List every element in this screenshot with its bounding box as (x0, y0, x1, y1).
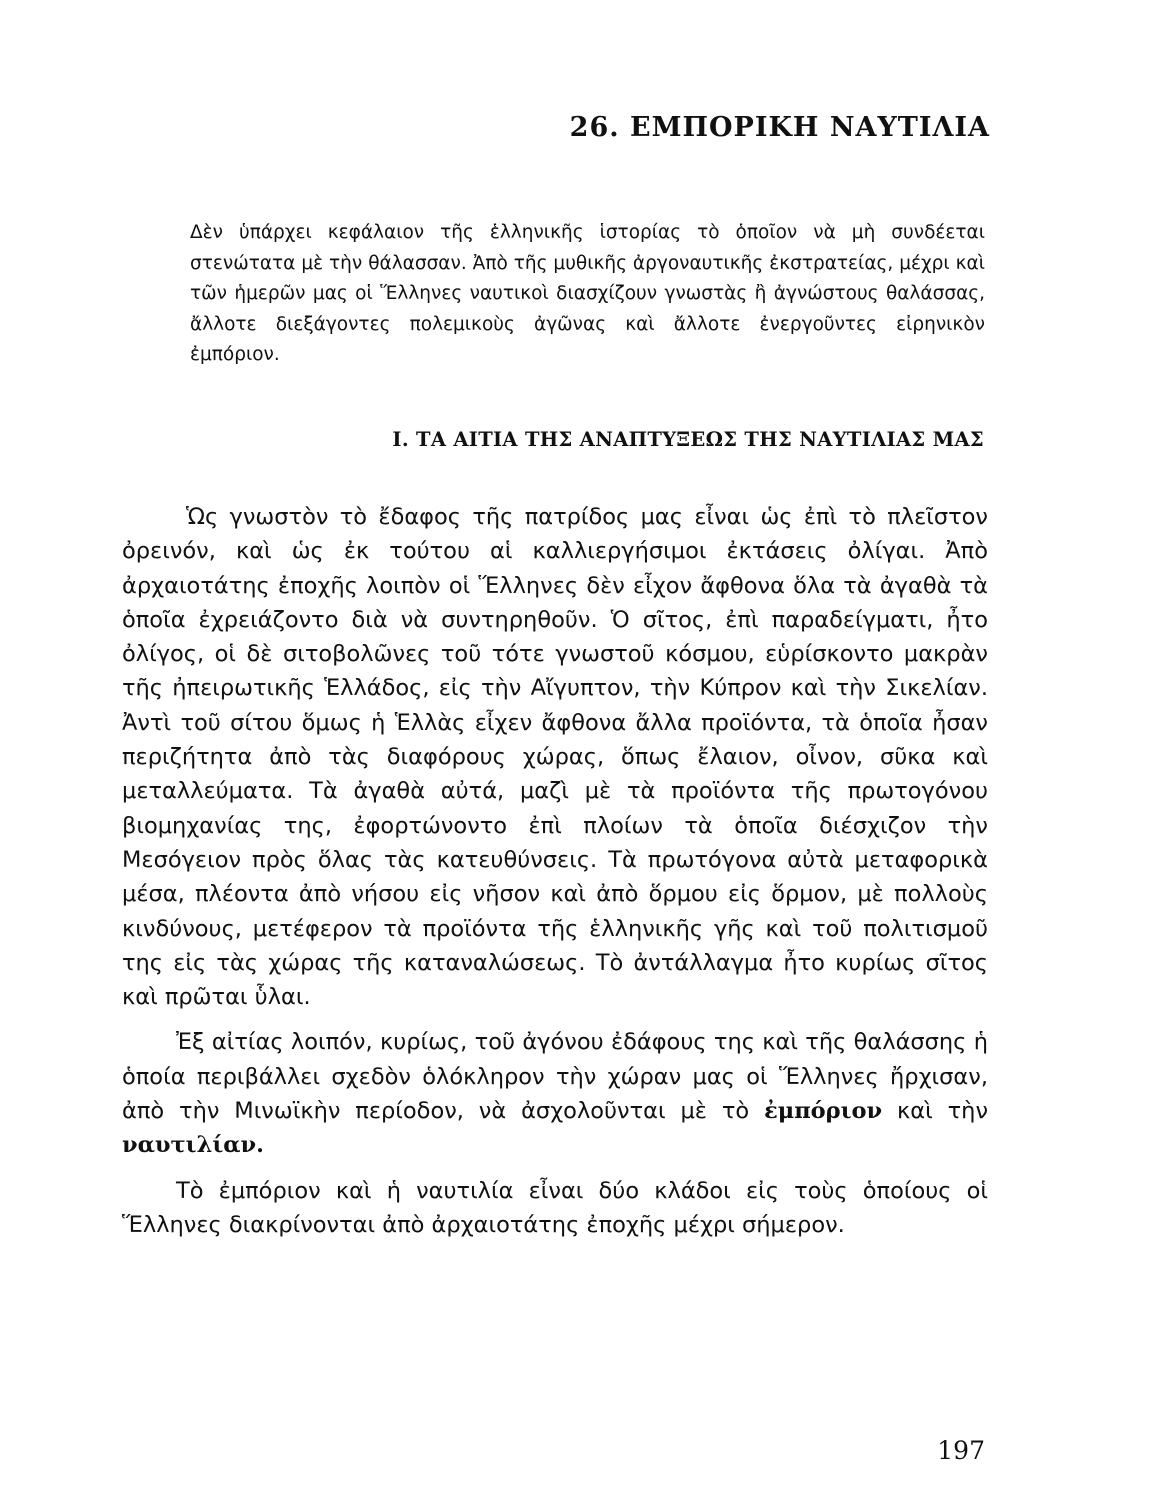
paragraph-2 (122, 1025, 988, 1162)
page-number: 197 (937, 1436, 985, 1465)
body-text (122, 500, 988, 1253)
term-naftilian: ναυτιλίαν. (122, 1132, 264, 1159)
intro-block (190, 218, 985, 371)
intro-paragraph: Δὲν ὑπάρχει κεφάλαιον τῆς ἑλληνικῆς ἱστορίας τὸ ὁποῖον νὰ μὴ συνδέεται στενώτατα μὲ τὴν θάλασσαν. Ἀπὸ τῆς μυθικῆς ἀργοναυτικῆς ἐκστρατείας, μέχρι καὶ τῶν ἡμερῶν μας οἱ Ἕλληνες ναυτικοὶ διασχίζουν γνωστὰς ἢ ἀγνώστους θαλάσσας, ἄλλοτε διεξάγοντες πολεμικοὺς ἀγῶνας καὶ ἄλλοτε ἐνεργοῦντες εἰρηνικὸν ἐμπόριον. (190, 222, 985, 365)
paragraph-2-mid: καὶ τὴν (897, 1098, 989, 1125)
term-emporion: ἐμπόριον (764, 1098, 883, 1125)
paragraph-1: Ὡς γνωστὸν τὸ ἔδαφος τῆς πατρίδος μας εἶναι ὡς ἐπὶ τὸ πλεῖστον ὀρεινόν, καὶ ὡς ἐκ τούτου αἱ καλλιεργήσιμοι ἐκτάσεις ὀλίγαι. Ἀπὸ ἀρχαιοτάτης ἐποχῆς λοιπὸν οἱ Ἕλληνες δὲν εἶχον ἄφθονα ὅλα τὰ ἀγαθὰ τὰ ὁποῖα ἐχρειάζοντο διὰ νὰ συντηρηθοῦν. Ὁ σῖτος, ἐπὶ παραδείγματι, ἦτο ὀλίγος, οἱ δὲ σιτοβολῶνες τοῦ τότε γνωστοῦ κόσμου, εὑρίσκοντο μακρὰν τῆς ἠπειρωτικῆς Ἑλλάδος, εἰς τὴν Αἴγυπτον, τὴν Κύπρον καὶ τὴν Σικελίαν. Ἀντὶ τοῦ σίτου ὅμως ἡ Ἑλλὰς εἶχεν ἄφθονα ἄλλα προϊόντα, τὰ ὁποῖα ἦσαν περιζήτητα ἀπὸ τὰς διαφόρους χώρας, ὅπως ἔλαιον, οἶνον, σῦκα καὶ μεταλλεύματα. Τὰ ἀγαθὰ αὐτά, μαζὶ μὲ τὰ προϊόντα τῆς πρωτογόνου βιομηχανίας της, ἐφορτώνοντο ἐπὶ πλοίων τὰ ὁποῖα διέσχιζον τὴν Μεσόγειον πρὸς ὅλας τὰς κατευθύνσεις. Τὰ πρωτόγονα αὐτὰ μεταφορικὰ μέσα, πλέοντα ἀπὸ νήσου εἰς νῆσον καὶ ἀπὸ ὅρμου εἰς ὅρμον, μὲ πολλοὺς κινδύνους, μετέφερον τὰ προϊόντα τῆς ἑλληνικῆς γῆς καὶ τοῦ πολιτισμοῦ της εἰς τὰς χώρας τῆς καταναλώσεως. Τὸ ἀντάλλαγμα ἦτο κυρίως σῖτος καὶ πρῶται ὗλαι. (122, 504, 988, 1011)
paragraph-3: Τὸ ἐμπόριον καὶ ἡ ναυτιλία εἶναι δύο κλάδοι εἰς τοὺς ὁποίους οἱ Ἕλληνες διακρίνονται ἀπὸ ἀρχαιοτάτης ἐποχῆς μέχρι σήμερον. (122, 1177, 988, 1238)
section-title: I. ΤΑ ΑΙΤΙΑ ΤΗΣ ΑΝΑΠΤΥΞΕΩΣ ΤΗΣ ΝΑΥΤΙΛΙΑΣ ΜΑΣ (392, 428, 984, 451)
chapter-title: 26. ΕΜΠΟΡΙΚΗ ΝΑΥΤΙΛΙΑ (569, 112, 990, 143)
paragraph-2-start: Ἐξ αἰτίας λοιπόν, κυρίως, τοῦ ἀγόνου ἐδάφους της καὶ τῆς θαλάσσης ἡ ὁποία περιβάλλει σχεδὸν ὁλόκληρον τὴν χώραν μας οἱ Ἕλληνες ἤρχισαν, ἀπὸ τὴν Μινωϊκὴν περίοδον, νὰ ἀσχολοῦνται μὲ τὸ (122, 1029, 988, 1125)
